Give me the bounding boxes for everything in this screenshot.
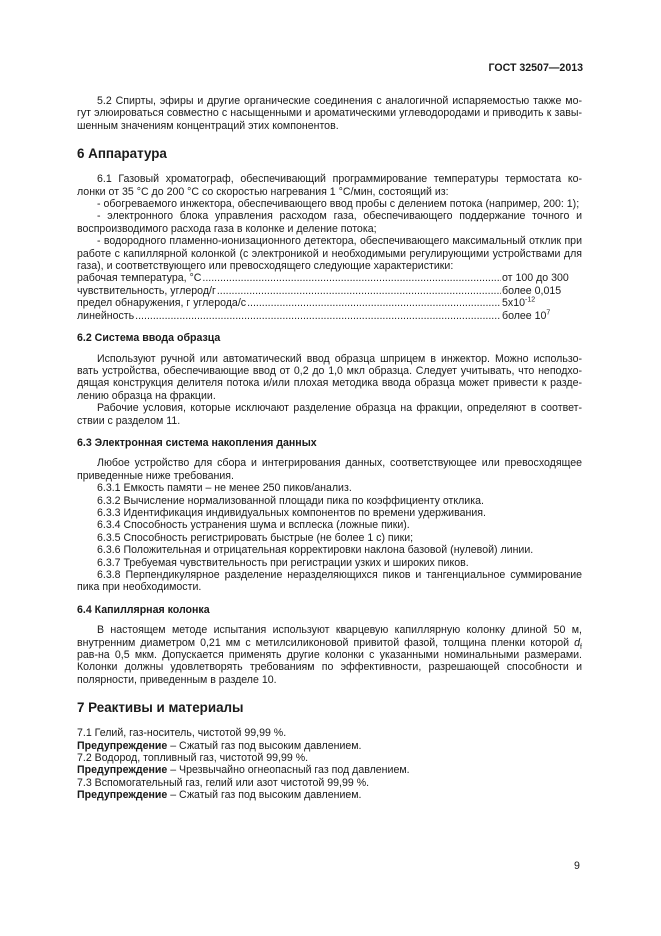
list-item: 6.3.3 Идентификация индивидуальных компонентов по времени удерживания. (97, 506, 486, 519)
paragraph-6-4: В настоящем методе испытания используют кварцевую капиллярную колонку длиной 50 м, внутренним диаметром 0,21 мм с метилсиликоновой привитой фазой, толщина пленки которой $d_f$ рав-на 0,5 мкм. Допускается применять другие колонки с указанными номинальными размерами. Колонки должны удовлетворять требованиям по эффективности, разрешающей способности и полярности, приведенным в разделе 10. (77, 624, 582, 686)
warning-line: Предупреждение – Чрезвычайно огнеопасный газ под давлением. (77, 764, 410, 777)
list-item: 6.3.8 Перпендикулярное разделение неразделяющихся пиков и тангенциальное суммирование пика при необходимости. (77, 569, 582, 594)
spec-value: $5x10^{-12}$ (502, 296, 536, 310)
paragraph-6-3-intro: Любое устройство для сбора и интегрирования данных, соответствующее или превосходящее приведенные ниже требования. (77, 457, 582, 482)
spec-label: линейность (77, 309, 135, 322)
paragraph-5-2: 5.2 Спирты, эфиры и другие органические соединения с аналогичной испаряемостью также мо-гут элюироваться совместно с насыщенными и ароматическими углеводородами и приводить к завы-шенным значениям концентраций этих компонентов. (77, 95, 582, 132)
list-item-detector: - водородного пламенно-ионизационного детектора, обеспечивающего максимальный отклик при работе с капиллярной колонкой (с электроникой и необходимыми регулирующими устройствами для газа), и соответствующего или превосходящего следующие характеристики: (77, 235, 582, 273)
list-item: 6.3.5 Способность регистрировать быстрые (не более 1 с) пики; (97, 531, 414, 544)
leader-dots (217, 285, 501, 297)
reagent-line: 7.2 Водород, топливный газ, чистотой 99,99 %. (77, 752, 309, 765)
paragraph-6-2-b: Рабочие условия, которые исключают разделение образца на фракции, определяют в соответ-ствии с разделом 11. (77, 402, 582, 427)
spec-value: более 0,015 (502, 284, 562, 297)
page-number: 9 (574, 860, 580, 872)
spec-label: рабочая температура, °С (77, 272, 202, 285)
list-item: 6.3.2 Вычисление нормализованной площади пика по коэффициенту отклика. (97, 494, 484, 507)
list-item: 6.3.7 Требуемая чувствительность при регистрации узких и широких пиков. (97, 556, 469, 569)
section-6-4-heading: 6.4 Капиллярная колонка (77, 603, 210, 616)
page-body (77, 95, 582, 802)
section-6-2-heading: 6.2 Система ввода образца (77, 332, 221, 345)
section-6-heading: 6 Аппаратура (77, 146, 167, 162)
warning-line: Предупреждение – Сжатый газ под высоким давлением. (77, 739, 362, 752)
document-code: ГОСТ 32507—2013 (488, 62, 583, 74)
spec-row (77, 310, 582, 322)
section-6-3-heading: 6.3 Электронная система накопления данных (77, 436, 317, 449)
reagent-line: 7.3 Вспомогательный газ, гелий или азот чистотой 99,99 %. (77, 776, 370, 789)
spec-value: от 100 до 300 (502, 272, 569, 285)
section-7-heading: 7 Реактивы и материалы (77, 700, 244, 716)
paragraph-6-2-a: Используют ручной или автоматический ввод образца шприцем в инжектор. Можно использо-вать устройства, обеспечивающие ввод от 0,2 до 1,0 мкл образца. Следует учитывать, что неподхо-дящая конструкция делителя потока и/или плохая методика ввода образца может привести к разде-лению образца на фракции. (77, 352, 582, 402)
leader-dots (135, 310, 501, 322)
spec-row (77, 272, 582, 284)
detector-specs (77, 272, 582, 322)
warning-line: Предупреждение – Сжатый газ под высоким давлением. (77, 789, 362, 802)
list-item-injector: - обогреваемого инжектора, обеспечивающего ввод пробы с делением потока (например, 200: 1); (97, 198, 580, 211)
list-item: 6.3.4 Способность устранения шума и всплеска (ложные пики). (97, 519, 410, 532)
paragraph-6-1: 6.1 Газовый хроматограф, обеспечивающий программирование температуры термостата ко-лонки от 35 °С до 200 °С со скоростью нагревания 1 °С/мин, состоящий из: (77, 173, 582, 198)
reagent-line: 7.1 Гелий, газ-носитель, чистотой 99,99 %. (77, 727, 287, 740)
list-item: 6.3.6 Положительная и отрицательная корректировки наклона базовой (нулевой) линии. (97, 544, 534, 557)
list-item: 6.3.1 Емкость памяти – не менее 250 пиков/анализ. (97, 482, 352, 495)
spec-label: предел обнаружения, г углерода/с (77, 297, 247, 310)
list-item-gas-control: - электронного блока управления расходом газа, обеспечивающего поддержание точного и воспроизводимого расхода газа в колонке и деление потока; (77, 210, 582, 235)
spec-value: более $10^7$ (502, 309, 551, 322)
spec-label: чувствительность, углерод/г (77, 284, 216, 297)
spec-row (77, 297, 582, 309)
spec-row (77, 285, 582, 297)
leader-dots (202, 272, 501, 284)
leader-dots (247, 297, 501, 309)
